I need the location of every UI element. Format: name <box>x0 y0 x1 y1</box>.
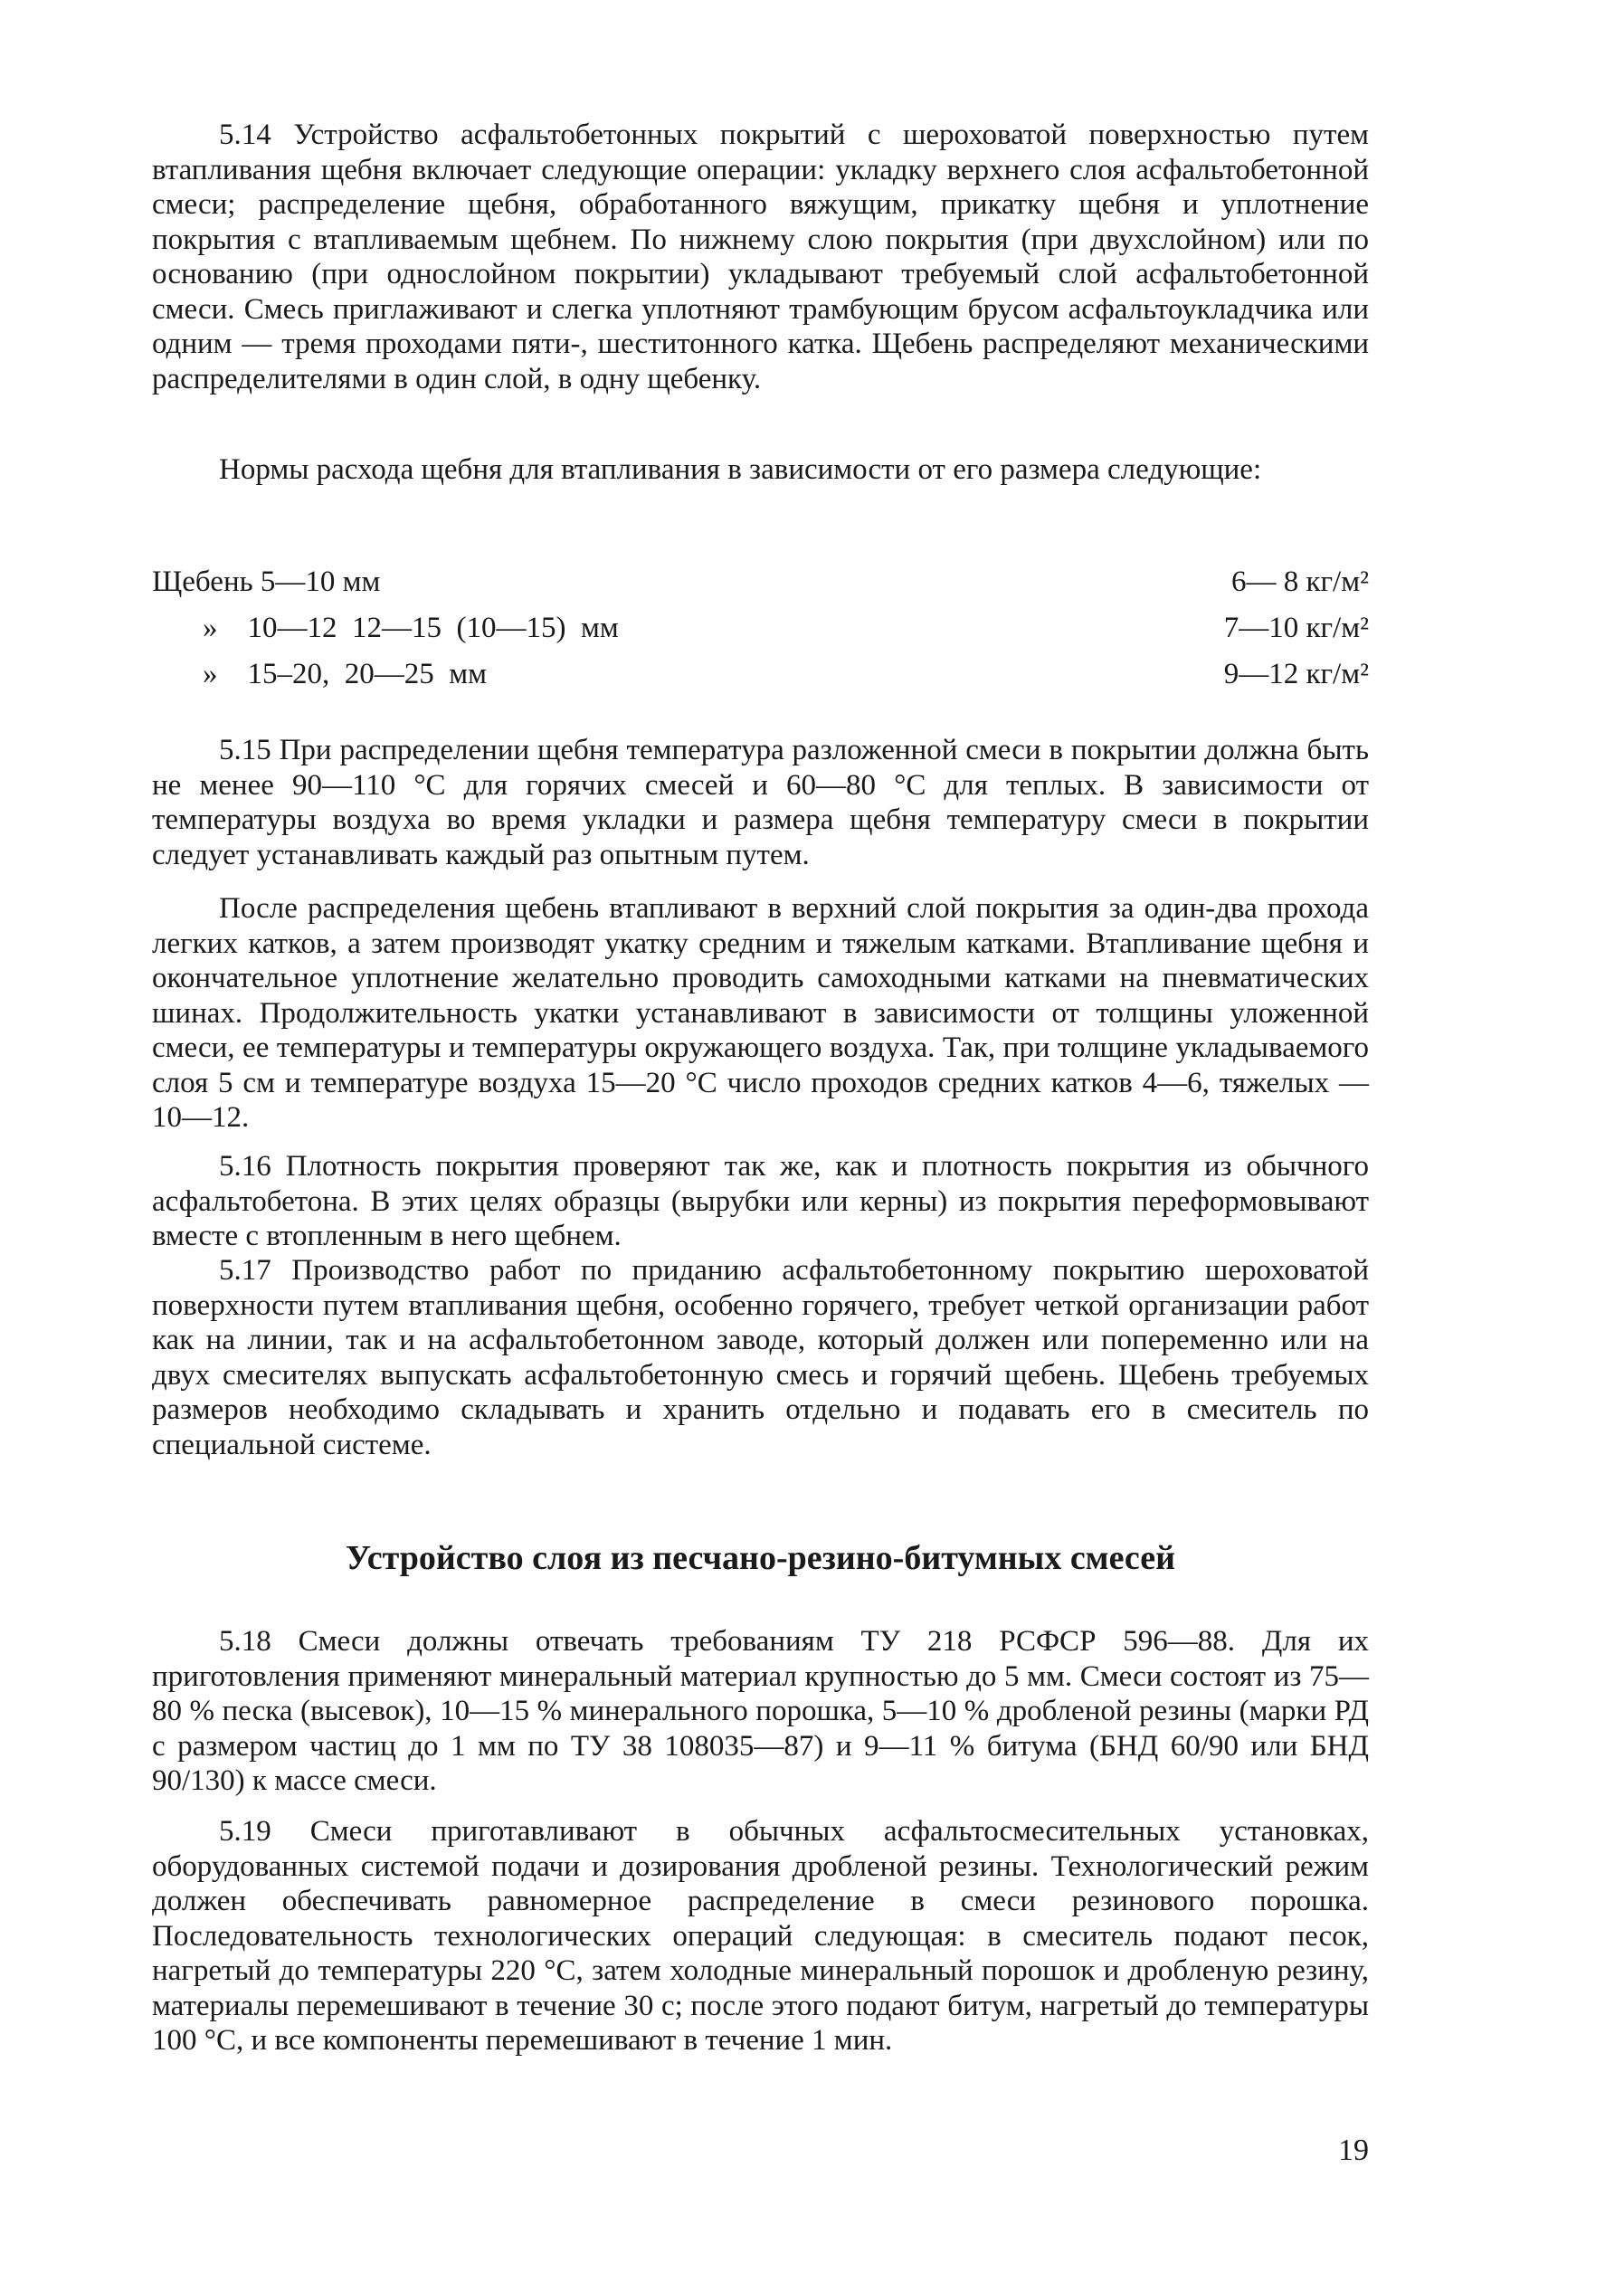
gravel-norms-list <box>152 566 1369 704</box>
norm-rate-value: 7—10 кг/м² <box>1223 612 1369 644</box>
paragraph-5-16: 5.16 Плотность покрытия проверяют так же, как и плотность покрытия из обычного асфальтобетона. В этих целях образцы (вырубки или керны) из покрытия переформовывают вместе с втопленным в него щебнем. <box>152 1150 1369 1252</box>
norm-rate-value: 6— 8 кг/м² <box>1230 566 1369 598</box>
paragraph-5-18: 5.18 Смеси должны отвечать требованиям ТУ 218 РСФСР 596—88. Для их приготовления применяют минеральный материал крупностью до 5 мм. Смеси состоят из 75—80 % песка (высевок), 10—15 % минерального порошка, 5—10 % дробленой резины (марки РД с размером частиц до 1 мм по ТУ 38 108035—87) и 9—11 % битума (БНД 60/90 или БНД 90/130) к массе смеси. <box>152 1625 1369 1797</box>
norms-intro: Нормы расхода щебня для втапливания в зависимости от его размера следующие: <box>219 453 1262 486</box>
paragraph-5-14: 5.14 Устройство асфальтобетонных покрытий с шероховатой поверхностью путем втапливания щебня включает следующие операции: укладку верхнего слоя асфальтобетонной смеси; распределение щебня, обработанного вяжущим, прикатку щебня и уплотнение покрытия с втапливаемым щебнем. По нижнему слою покрытия (при двухслойном) или по основанию (при однослойном покрытии) укладывают требуемый слой асфальтобетонной смеси. Смесь приглаживают и слегка уплотняют трамбующим брусом асфальтоукладчика или одним — тремя проходами пяти-, шеститонного катка. Щебень распределяют механическими распределителями в один слой, в одну щебенку. <box>152 119 1369 395</box>
paragraph-5-15-continued: После распределения щебень втапливают в верхний слой покрытия за один-два прохода легких катков, а затем производят укатку средним и тяжелым катками. Втапливание щебня и окончательное уплотнение желательно проводить самоходными катками на пневматических шинах. Продолжительность укатки устанавливают в зависимости от толщины уложенной смеси, ее температуры и температуры окружающего воздуха. Так, при толщине укладываемого слоя 5 см и температуре воздуха 15—20 °С число проходов средних катков 4—6, тяжелых — 10—12. <box>152 892 1369 1134</box>
norm-row <box>152 612 1369 658</box>
page-number: 19 <box>1338 2134 1369 2167</box>
norm-size-label: » 10—12 12—15 (10—15) мм <box>203 612 619 644</box>
section-heading: Устройство слоя из песчано-резино-битумных смесей <box>346 1539 1175 1577</box>
paragraph-5-15: 5.15 При распределении щебня температура разложенной смеси в покрытии должна быть не менее 90—110 °С для горячих смесей и 60—80 °С для теплых. В зависимости от температуры воздуха во время укладки и размера щебня температуру смеси в покрытии следует устанавливать каждый раз опытным путем. <box>152 734 1369 871</box>
paragraph-5-19: 5.19 Смеси приготавливают в обычных асфальтосмесительных установках, оборудованных системой подачи и дозирования дробленой резины. Технологический режим должен обеспечивать равномерное распределение в смеси резинового порошка. Последовательность технологических операций следующая: в смеситель подают песок, нагретый до температуры 220 °С, затем холодные минеральный порошок и дробленую резину, материалы перемешивают в течение 30 с; после этого подают битум, нагретый до температуры 100 °С, и все компоненты перемешивают в течение 1 мин. <box>152 1815 1369 2057</box>
paragraph-5-17: 5.17 Производство работ по приданию асфальтобетонному покрытию шероховатой поверхности путем втапливания щебня, особенно горячего, требует четкой организации работ как на линии, так и на асфальтобетонном заводе, который должен или попеременно или на двух смесителях выпускать асфальтобетонную смесь и горячий щебень. Щебень требуемых размеров необходимо складывать и хранить отдельно и подавать его в смеситель по специальной системе. <box>152 1254 1369 1461</box>
norm-size-label: » 15–20, 20—25 мм <box>203 658 488 690</box>
norm-rate-value: 9—12 кг/м² <box>1223 658 1369 690</box>
norm-size-label: Щебень 5—10 мм <box>152 566 381 598</box>
norm-row <box>152 566 1369 612</box>
norm-row <box>152 658 1369 704</box>
